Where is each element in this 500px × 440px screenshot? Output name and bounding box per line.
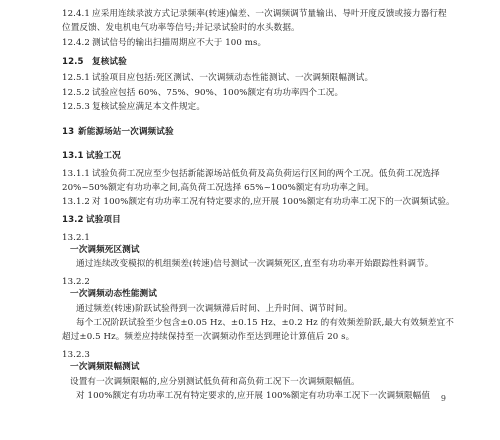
section-number: 13.2: [62, 215, 84, 225]
clause-number: 12.4.2: [62, 38, 90, 48]
section-heading-13-2: [62, 214, 460, 226]
clause-number: 12.5.3: [62, 102, 90, 112]
clause-13-2-2-text-2: [76, 317, 460, 329]
clause-12-5-3: [62, 101, 460, 113]
clause-13-1-1-cont: [62, 182, 460, 194]
clause-number: 12.5.1: [62, 73, 90, 83]
clause-number: 13.1.1: [62, 169, 90, 179]
clause-12-4-2: [62, 37, 460, 49]
clause-12-5-1: [62, 72, 460, 84]
clause-13-2-2-title: [70, 288, 460, 300]
section-title: 新能源场站一次调频试验: [78, 127, 174, 137]
clause-text: 每个工况阶跃试验至少包含±0.05 Hz、±0.15 Hz、±0.2 Hz 的有效频差阶跃,最大有效频差宜不: [76, 318, 454, 328]
section-number: 13: [62, 127, 75, 137]
clause-13-2-3-number: [62, 349, 460, 361]
clause-number: 12.4.1: [62, 9, 90, 19]
clause-text: 位置反馈、发电机电气功率等信号;并记录试验时的水头数据。: [62, 23, 300, 33]
section-heading-13-1: [62, 150, 460, 162]
clause-12-4-1-cont: [62, 22, 460, 34]
clause-13-2-2-text-3: [62, 331, 460, 343]
clause-text: 通过频差(转速)阶跃试验得到一次调频滞后时间、上升时间、调节时间。: [76, 304, 353, 314]
clause-number: 13.2.3: [62, 350, 90, 360]
clause-title: 一次调频限幅测试: [70, 362, 140, 372]
clause-text: 应采用连续录波方式记录频率(转速)偏差、一次调频调节量输出、导叶开度反馈或接力器行程: [92, 9, 447, 19]
clause-text: 试验项目应包括:死区测试、一次调频动态性能测试、一次调频限幅测试。: [92, 73, 374, 83]
section-title: 试验工况: [86, 151, 121, 161]
clause-text: 对 100%额定有功功率工况有特定要求的,应开展 100%额定有功功率工况下一次调频限幅值: [76, 391, 431, 401]
clause-title: 一次调频死区测试: [70, 245, 140, 255]
section-heading-12-5: [62, 56, 460, 68]
section-title: 复核试验: [92, 57, 127, 67]
section-title: 试验项目: [86, 215, 121, 225]
clause-text: 20%~50%额定有功功率之间,高负荷工况选择 65%~100%额定有功功率之间。: [62, 183, 375, 193]
clause-text: 对 100%额定有功功率工况有特定要求的,应开展 100%额定有功功率工况下的一次调频试验。: [92, 197, 455, 207]
clause-text: 试验负荷工况应至少包括新能源场站低负荷及高负荷运行区间的两个工况。低负荷工况选择: [92, 169, 440, 179]
clause-number: 12.5.2: [62, 88, 90, 98]
clause-13-2-3-title: [70, 361, 460, 373]
page-number: 9: [440, 394, 446, 403]
clause-13-2-2-text: [76, 303, 460, 315]
clause-number: 13.2.2: [62, 277, 90, 287]
section-number: 12.5: [62, 57, 84, 67]
clause-12-5-2: [62, 87, 460, 99]
clause-number: 13.2.1: [62, 233, 90, 243]
clause-13-2-1-number: [62, 232, 460, 244]
clause-text: 超过±0.5 Hz。频差应持续保持至一次调频动作至达到理论计算值后 20 s。: [62, 332, 355, 342]
clause-text: 复核试验应满足本文件规定。: [92, 102, 206, 112]
clause-number: 13.1.2: [62, 197, 90, 207]
clause-13-2-3-text: [70, 376, 460, 388]
clause-13-2-2-number: [62, 276, 460, 288]
section-heading-13: [62, 126, 460, 138]
section-number: 13.1: [62, 151, 84, 161]
clause-text: 设置有一次调频限幅的,应分别测试低负荷和高负荷工况下一次调频限幅值。: [70, 377, 360, 387]
clause-13-2-1-title: [70, 244, 460, 256]
clause-text: 试验应包括 60%、75%、90%、100%额定有功功率四个工况。: [92, 88, 344, 98]
clause-12-4-1: [62, 8, 460, 20]
clause-text: 通过连续改变模拟的机组频差(转速)信号测试一次调频死区,直至有功功率开始跟踪性料调节。: [76, 259, 434, 269]
clause-13-1-2: [62, 196, 460, 208]
clause-13-1-1: [62, 168, 460, 180]
clause-title: 一次调频动态性能测试: [70, 289, 157, 299]
clause-text: 测试信号的输出扫描周期应不大于 100 ms。: [92, 38, 267, 48]
clause-13-2-1-text: [76, 258, 460, 270]
clause-13-2-3-text-2: [76, 390, 460, 402]
